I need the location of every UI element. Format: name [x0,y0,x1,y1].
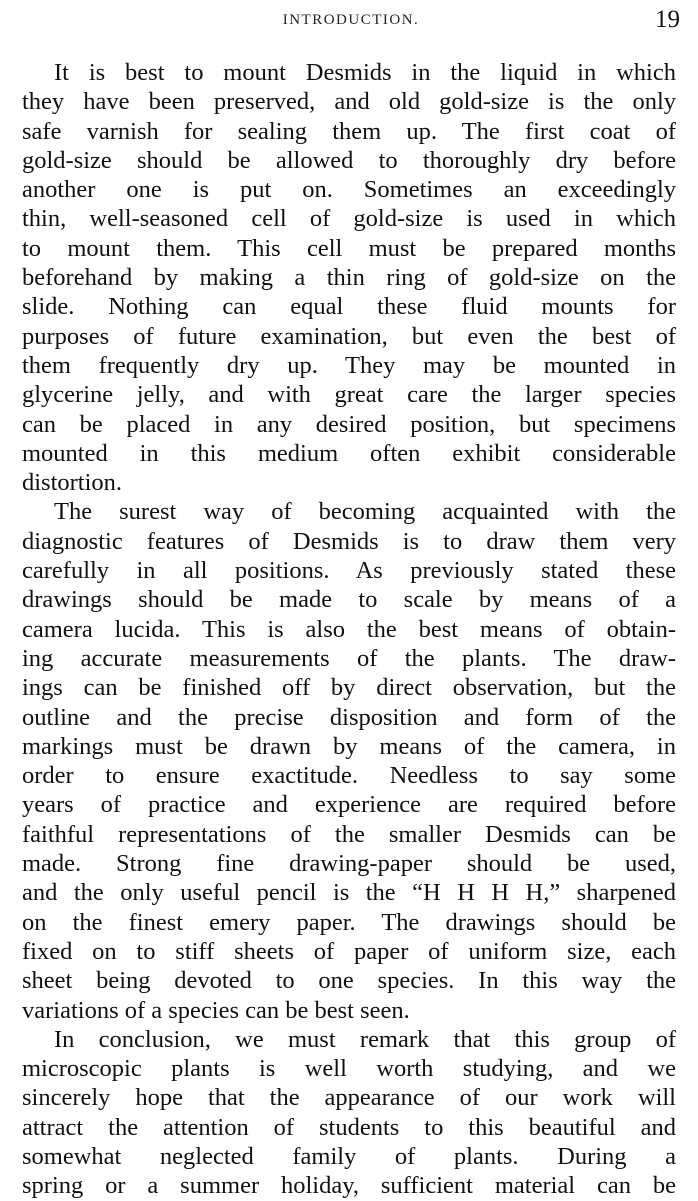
text-line: sheet being devoted to one species. In this way the [22,967,676,995]
running-head [22,4,680,40]
text-line: spring or a summer holiday, sufficient material can be [22,1172,676,1200]
text-line: camera lucida. This is also the best means of obtain- [22,615,676,643]
page-number: 19 [655,6,680,33]
text-line: purposes of future examination, but even the best of [22,322,676,350]
text-line: ing accurate measurements of the plants. The draw- [22,644,676,672]
text-line: another one is put on. Sometimes an exceedingly [22,176,676,204]
text-line: The surest way of becoming acquainted with the [54,498,676,526]
text-line: safe varnish for sealing them up. The first coat of [22,117,676,145]
text-line: It is best to mount Desmids in the liquid in which [54,59,676,86]
text-line: slide. Nothing can equal these fluid mounts for [22,293,676,321]
running-title: INTRODUCTION. [282,12,420,28]
text-line: drawings should be made to scale by means of a [22,586,676,614]
text-line: mounted in this medium often exhibit considerable [22,439,676,467]
text-line: In conclusion, we must remark that this group of [54,1025,676,1053]
text-line: markings must be drawn by means of the camera, in [22,732,676,760]
text-line: outline and the precise disposition and form of the [22,703,676,731]
text-line: diagnostic features of Desmids is to draw them very [22,527,676,555]
text-line: years of practice and experience are required before [22,791,676,819]
text-line: variations of a species can be best seen. [22,996,410,1024]
text-line: beforehand by making a thin ring of gold-size on the [22,264,676,292]
text-line: microscopic plants is well worth studying, and we [22,1055,676,1083]
text-line: thin, well-seasoned cell of gold-size is used in which [22,205,676,233]
text-line: to mount them. This cell must be prepared months [22,234,676,262]
text-line: made. Strong fine drawing-paper should be used, [22,850,676,878]
text-line: on the finest emery paper. The drawings should be [22,908,676,936]
text-line: and the only useful pencil is the “H H H H,” sharpened [22,879,676,907]
text-line: they have been preserved, and old gold-size is the only [22,88,676,116]
text-line: gold-size should be allowed to thoroughly dry before [22,146,676,174]
text-line: ings can be finished off by direct observation, but the [22,674,676,702]
body-text [22,58,676,1201]
text-line: them frequently dry up. They may be mounted in [22,351,676,379]
text-line: glycerine jelly, and with great care the larger species [22,381,676,409]
text-line: faithful representations of the smaller Desmids can be [22,820,676,848]
text-line: fixed on to stiff sheets of paper of uniform size, each [22,937,676,965]
text-line: distortion. [22,469,123,497]
text-line: somewhat neglected family of plants. During a [22,1142,676,1170]
text-line: can be placed in any desired position, but specimens [22,410,676,438]
text-line: sincerely hope that the appearance of our work will [22,1084,676,1112]
text-line: carefully in all positions. As previously stated these [22,557,676,585]
text-line: order to ensure exactitude. Needless to say some [22,762,676,790]
text-line: attract the attention of students to this beautiful and [22,1113,676,1141]
